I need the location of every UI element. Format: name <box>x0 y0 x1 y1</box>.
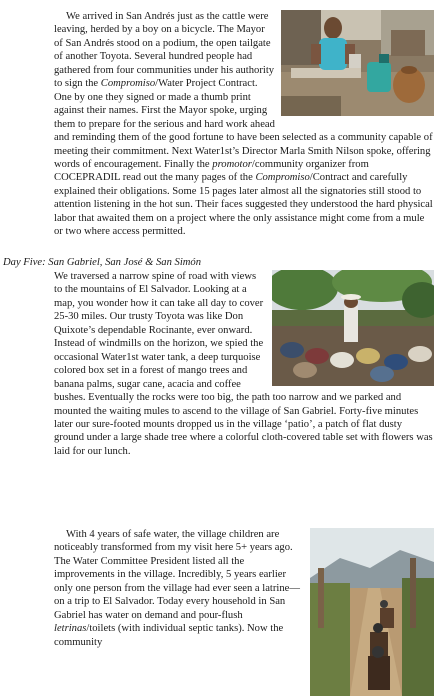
paragraph-text: /Contract and carefully explained their obligations. Some 15 pages later almost all the signatories still stood to attention listening in the hot sun. Their faces suggested they understood the hard physical labor that awaited them on a project where the only assistance might come from a mule or two where access permitted. <box>54 172 433 238</box>
paragraph-text: /toilets (with individual septic tanks). Now the community <box>54 623 284 648</box>
photo-crowd-under-trees <box>272 270 434 386</box>
photo-mules-on-trail <box>310 528 434 696</box>
paragraph-text: /Water Project Contract. One by one they signed or made a thumb print against their names. First the Mayor spoke, urging them to prepare for the serious and hard work ahead and reminding them of the good fortune to have been selected as a community capable of meeting their commitment. Next Water1st’s Director Marla Smith Nilson spoke, offering words of encouragement. Finally the <box>54 78 433 170</box>
paragraph-water-results <box>54 528 434 698</box>
section-heading: Day Five: San Gabriel, San José & San Simón <box>3 257 202 268</box>
paragraph-text: We arrived in San Andrés just as the cattle were leaving, herded by a boy on a bicycle. The Mayor of San Andrés stood on a podium, the open tailgate of another Toyota. Several hundred people had gathered from four communities under his authority to sign the <box>54 11 275 90</box>
paragraph-text: We traversed a narrow spine of road with views to the mountains of El Salvador. Looking at a map, you wonder how it can take all day to cover 25-30 miles. Our trusty Toyota was like Don Quixote’s dependable Rocinante, ever onward. Instead of windmills on the horizon, we spied the occasional Water1st water tank, a deep turquoise colored box set in a forest of mango trees and banana palms, sugar cane, acacia and coffee bushes. Eventually the rocks were too big, the path too narrow and we parked and mounted the waiting mules to ascend to the village of San Gabriel. Forty-five minutes later our sure-footed mounts dropped us in the village ‘patio’, a patch of flat dusty ground under a large shade tree where a colorful cloth-covered table set with flowers was laid for our lunch. <box>54 271 433 457</box>
photo-woman-water-container <box>281 10 434 116</box>
italic-term: Compromiso <box>100 78 156 90</box>
paragraph-text: With 4 years of safe water, the village children are noticeably transformed from my visit here 5+ years ago. The Water Committee President listed all the improvements in the village. Incredibly, 5 years earlier only one person from the village had ever seen a latrine—on a trip to El Salvador. Today every household in San Gabriel has water on demand and pour-flush <box>54 529 300 621</box>
italic-term: promotor <box>212 158 252 170</box>
paragraph-text: /community organizer from COCEPRADIL read out the many pages of the <box>54 158 369 184</box>
italic-term: letrinas <box>54 623 87 635</box>
italic-term: Compromiso <box>255 172 310 184</box>
paragraph-san-andres <box>54 10 434 239</box>
paragraph-day-five <box>54 270 434 458</box>
